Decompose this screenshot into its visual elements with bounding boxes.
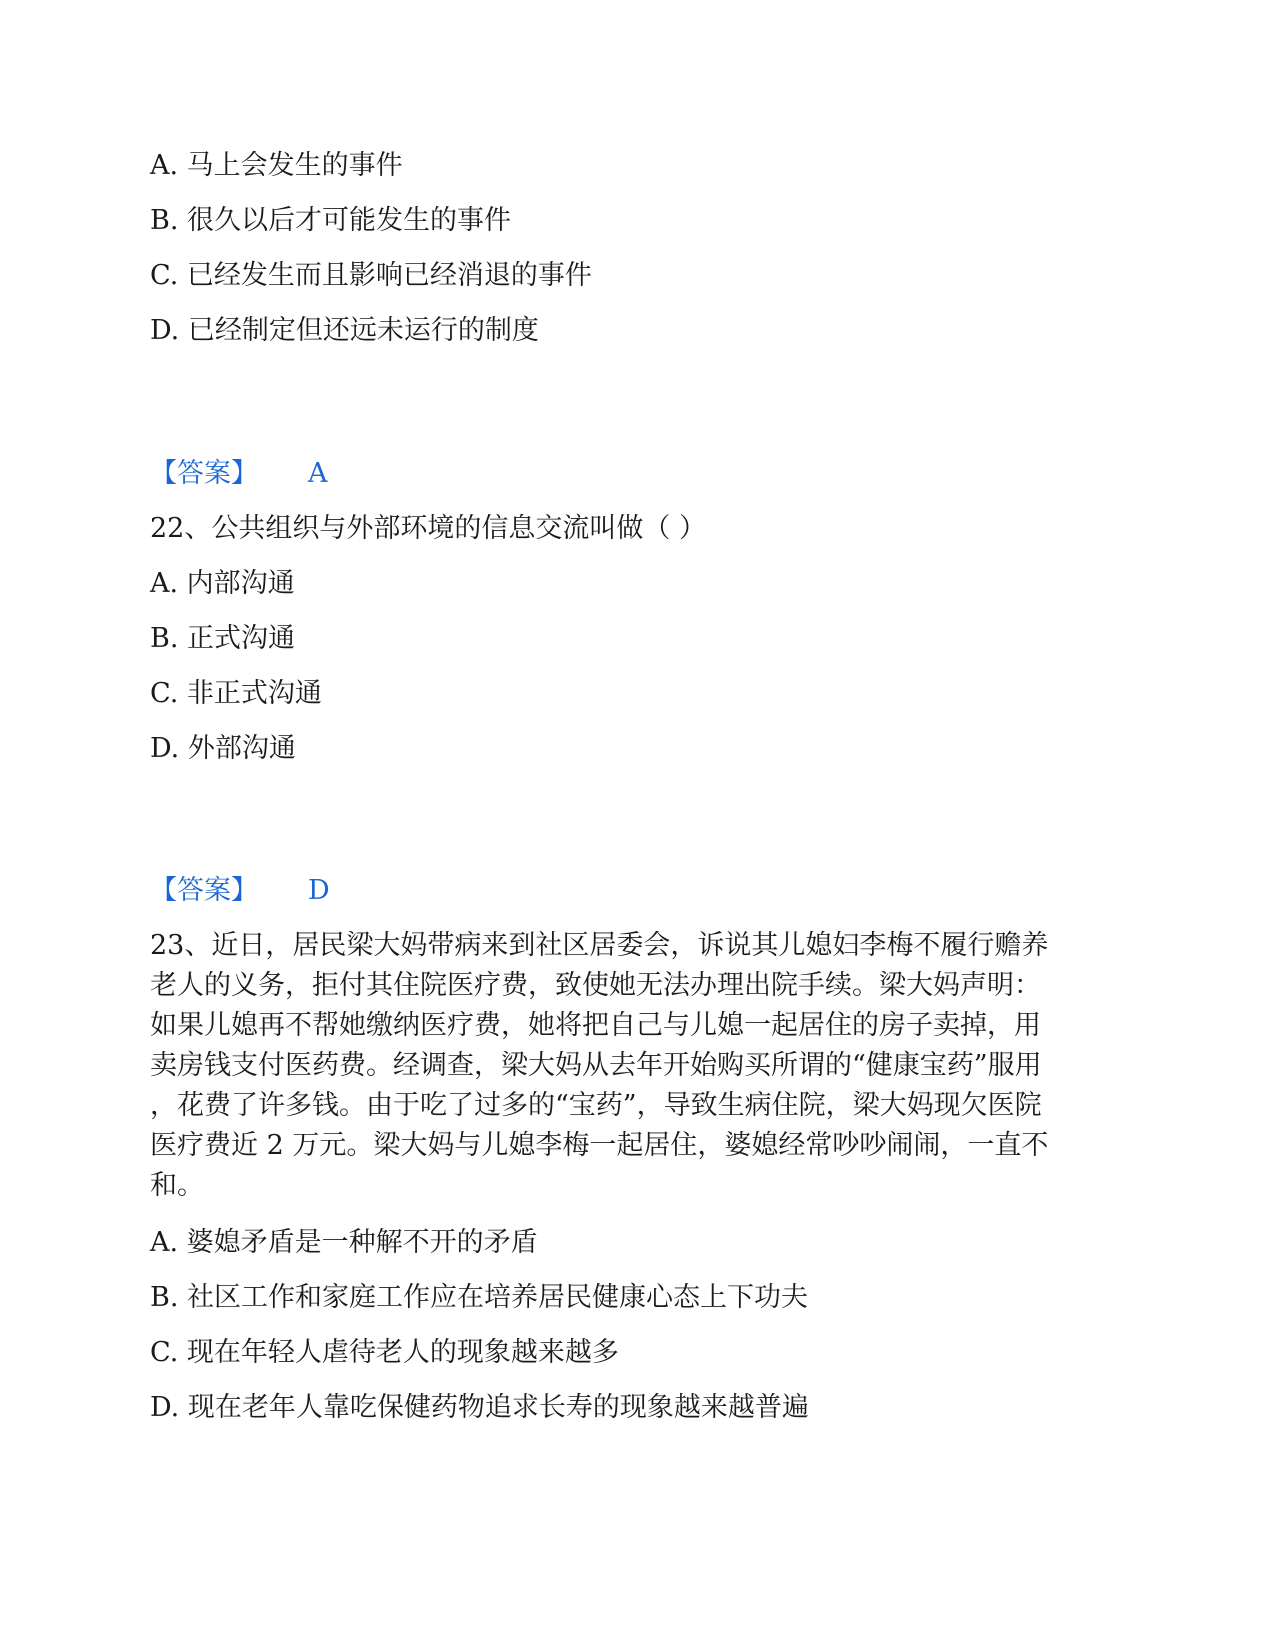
q22-option-d: D. 外部沟通 bbox=[150, 733, 296, 764]
q23-option-d: D. 现在老年人靠吃保健药物追求长寿的现象越来越普遍 bbox=[150, 1392, 809, 1423]
q21-option-c: C. 已经发生而且影响已经消退的事件 bbox=[150, 260, 592, 291]
answer-label: 【答案】 bbox=[150, 875, 258, 906]
q23-stem-line-6: 医疗费近 2 万元。梁大妈与儿媳李梅一起居住，婆媳经常吵吵闹闹，一直不 bbox=[150, 1130, 1049, 1161]
q21-option-b: B. 很久以后才可能发生的事件 bbox=[150, 205, 512, 236]
q22-option-a: A. 内部沟通 bbox=[150, 568, 295, 599]
q23-option-a: A. 婆媳矛盾是一种解不开的矛盾 bbox=[150, 1227, 538, 1258]
q23-option-c: C. 现在年轻人虐待老人的现象越来越多 bbox=[150, 1337, 619, 1368]
answer-label: 【答案】 bbox=[150, 458, 258, 489]
q23-stem-line-2: 老人的义务，拒付其住院医疗费，致使她无法办理出院手续。梁大妈声明： bbox=[150, 970, 1041, 1001]
q23-stem-line-4: 卖房钱支付医药费。经调查，梁大妈从去年开始购买所谓的“健康宝药”服用 bbox=[150, 1050, 1042, 1081]
q23-stem-line-3: 如果儿媳再不帮她缴纳医疗费，她将把自己与儿媳一起居住的房子卖掉，用 bbox=[150, 1010, 1041, 1041]
q23-stem-line-5: ，花费了许多钱。由于吃了过多的“宝药”，导致生病住院，梁大妈现欠医院 bbox=[150, 1090, 1042, 1121]
q21-option-a: A. 马上会发生的事件 bbox=[150, 150, 403, 181]
q23-option-b: B. 社区工作和家庭工作应在培养居民健康心态上下功夫 bbox=[150, 1282, 809, 1313]
q22-answer bbox=[150, 873, 330, 909]
q21-option-d: D. 已经制定但还远未运行的制度 bbox=[150, 315, 539, 346]
q22-stem: 22、公共组织与外部环境的信息交流叫做（ ） bbox=[150, 513, 706, 544]
q22-option-c: C. 非正式沟通 bbox=[150, 678, 322, 709]
q22-option-b: B. 正式沟通 bbox=[150, 623, 296, 654]
q23-stem-line-1: 23、近日，居民梁大妈带病来到社区居委会，诉说其儿媳妇李梅不履行赡养 bbox=[150, 930, 1049, 961]
answer-value: D bbox=[308, 875, 330, 906]
answer-value: A bbox=[308, 458, 328, 489]
q21-answer bbox=[150, 456, 328, 492]
q23-stem-line-7: 和。 bbox=[150, 1170, 204, 1201]
